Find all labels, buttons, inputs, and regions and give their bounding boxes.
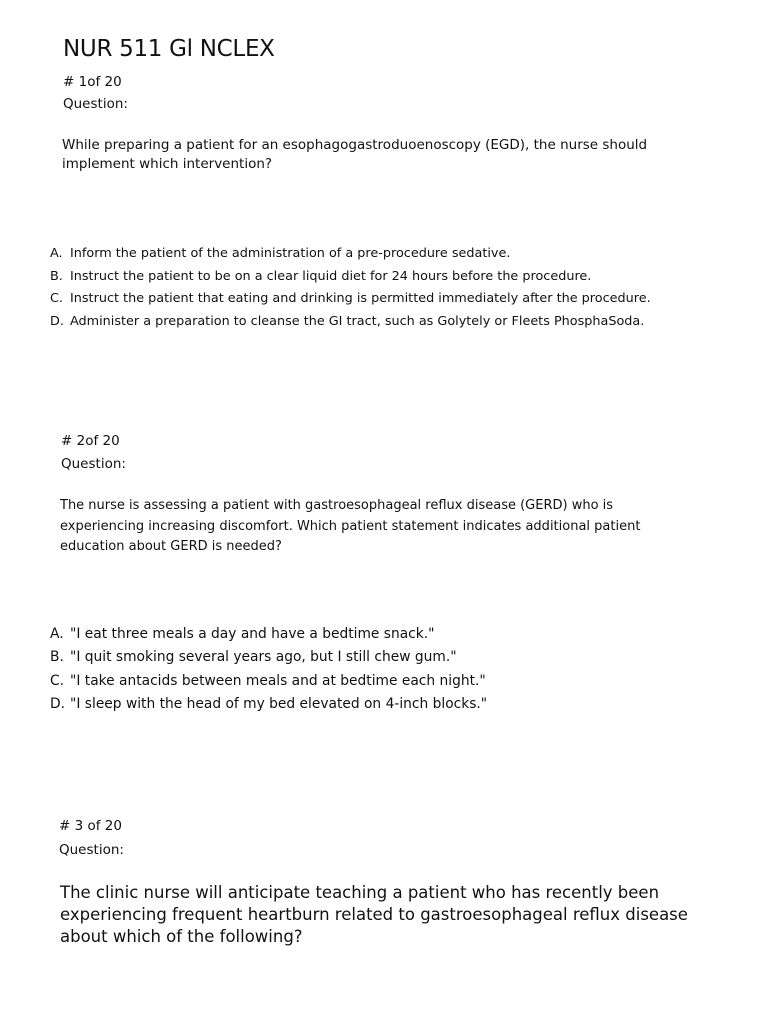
question-3-label: Question: [59,842,124,858]
question-3-number: # 3 of 20 [59,818,122,834]
question-1-option-a: A. Inform the patient of the administration of a pre-procedure sedative. [50,246,511,261]
question-2-option-a: A. "I eat three meals a day and have a bedtime snack." [50,626,435,642]
document-title: NUR 511 Gl NCLEX [63,36,275,62]
question-2-options [50,626,487,720]
question-2-option-d: D. "I sleep with the head of my bed elevated on 4-inch blocks." [50,696,488,713]
question-1-option-c: C. Instruct the patient that eating and drinking is permitted immediately after the procedure. [50,291,651,307]
question-2-option-b: B. "I quit smoking several years ago, but I still chew gum." [50,649,457,666]
question-1-number: # 1of 20 [63,74,122,90]
question-3-text: The clinic nurse will anticipate teaching a patient who has recently been experiencing frequent heartburn related to gastroesophageal reflux disease about which of the following? [60,883,688,946]
question-2-number: # 2of 20 [61,433,120,449]
question-1-option-d: D. Administer a preparation to cleanse the GI tract, such as Golytely or Fleets PhosphaSoda. [50,313,645,329]
question-2-option-c: C. "I take antacids between meals and at bedtime each night." [50,672,486,689]
question-2-label: Question: [61,456,126,472]
question-1-option-b: B. Instruct the patient to be on a clear liquid diet for 24 hours before the procedure. [50,268,592,284]
question-2-text: The nurse is assessing a patient with gastroesophageal reflux disease (GERD) who is experiencing increasing discomfort. Which patient statement indicates additional patient education about GERD is needed? [60,498,641,554]
question-1-label: Question: [63,96,128,112]
question-1-text: While preparing a patient for an esophagogastroduoenoscopy (EGD), the nurse should implement which intervention? [62,137,648,172]
question-1-options [50,246,651,336]
